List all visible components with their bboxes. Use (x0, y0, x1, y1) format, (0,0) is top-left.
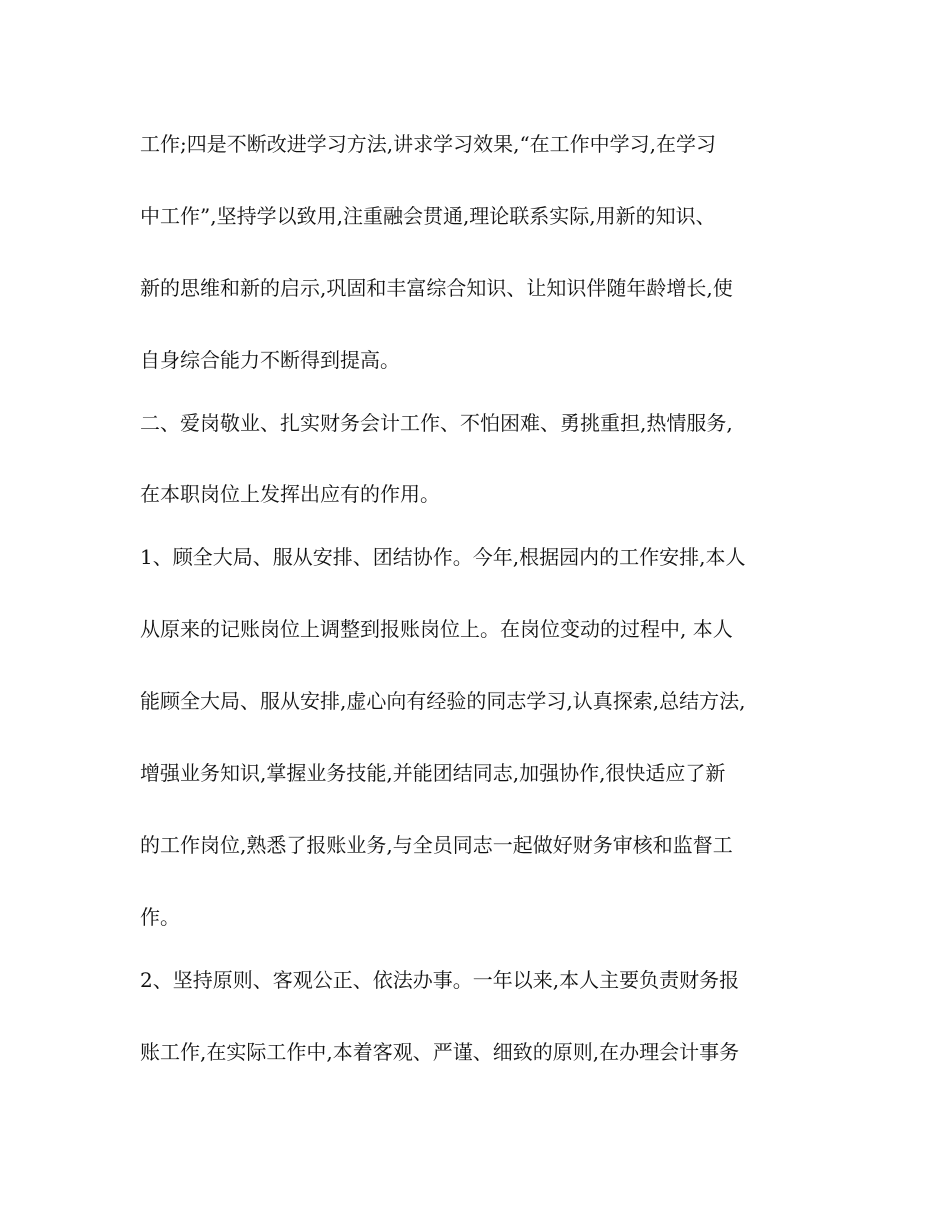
text-line: 新的思维和新的启示,巩固和丰富综合知识、让知识伴随年龄增长,使 (140, 276, 733, 300)
text-line: 从原来的记账岗位上调整到报账岗位上。在岗位变动的过程中, 本人 (140, 617, 733, 641)
text-line: 账工作,在实际工作中,本着客观、严谨、细致的原则,在办理会计事务 (140, 1040, 740, 1064)
text-line: 作。 (140, 905, 180, 929)
text-line: 1、顾全大局、服从安排、团结协作。今年,根据园内的工作安排,本人 (140, 545, 746, 569)
text-line: 在本职岗位上发挥出应有的作用。 (140, 482, 440, 506)
text-line: 二、爱岗敬业、扎实财务会计工作、不怕困难、勇挑重担,热情服务, (140, 411, 733, 435)
text-line: 2、坚持原则、客观公正、依法办事。一年以来,本人主要负责财务报 (140, 968, 740, 992)
text-line: 中工作”,坚持学以致用,注重融会贯通,理论联系实际,用新的知识、 (140, 204, 716, 228)
text-line: 能顾全大局、服从安排,虚心向有经验的同志学习,认真探索,总结方法, (140, 689, 746, 713)
text-line: 的工作岗位,熟悉了报账业务,与全员同志一起做好财务审核和监督工 (140, 833, 733, 857)
text-line: 自身综合能力不断得到提高。 (140, 348, 400, 372)
text-line: 工作;四是不断改进学习方法,讲求学习效果,“在工作中学习,在学习 (140, 132, 717, 156)
text-line: 增强业务知识,掌握业务技能,并能团结同志,加强协作,很快适应了新 (140, 761, 726, 785)
